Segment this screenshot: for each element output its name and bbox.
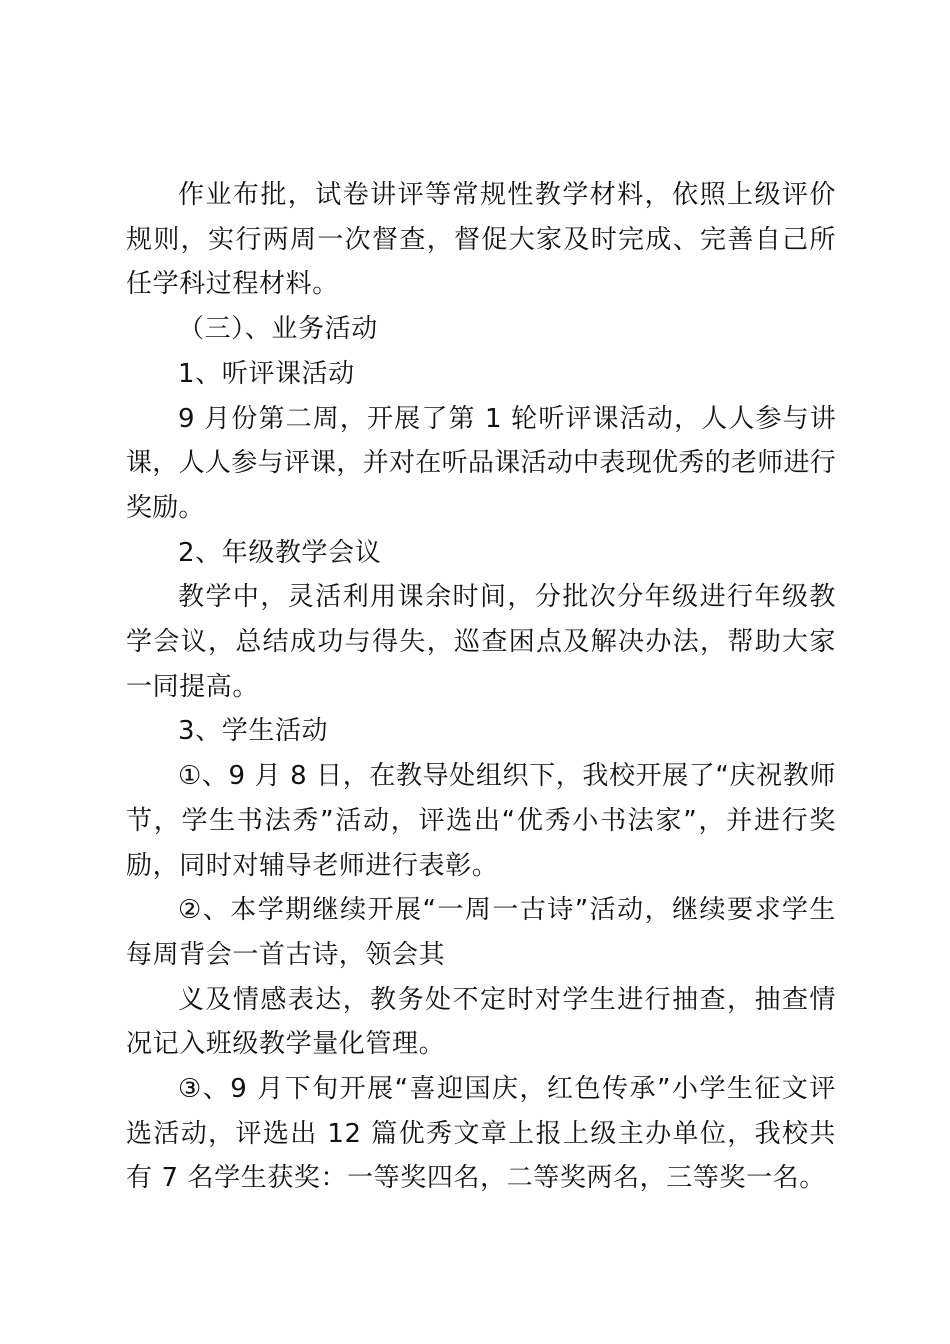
paragraph-homework-materials: 作业布批，试卷讲评等常规性教学材料，依照上级评价规则，实行两周一次督查，督促大家及时完成、完善自己所任学科过程材料。: [126, 180, 836, 300]
subheading-lesson-observation: 1、听评课活动: [178, 358, 355, 389]
paragraph-calligraphy-show: ①、9 月 8 日，在教导处组织下，我校开展了“庆祝教师节，学生书法秀”活动，评选出“优秀小书法家”，并进行奖励，同时对辅导老师进行表彰。: [126, 761, 836, 881]
subheading-student-activities: 3、学生活动: [178, 716, 329, 747]
paragraph-essay-contest: ③、9 月下旬开展“喜迎国庆，红色传承”小学生征文评选活动，评选出 12 篇优秀文章上报上级主办单位，我校共有 7 名学生获奖：一等奖四名，二等奖两名，三等奖一名。: [126, 1074, 836, 1194]
paragraph-poem-check: 义及情感表达，教务处不定时对学生进行抽查，抽查情况记入班级教学量化管理。: [126, 984, 836, 1060]
paragraph-weekly-poem: ②、本学期继续开展“一周一古诗”活动，继续要求学生每周背会一首古诗，领会其: [126, 895, 836, 970]
subheading-grade-meeting: 2、年级教学会议: [178, 537, 382, 568]
paragraph-grade-meeting: 教学中，灵活利用课余时间，分批次分年级进行年级教学会议，总结成功与得失，巡查困点及解决办法，帮助大家一同提高。: [126, 582, 836, 702]
paragraph-lesson-observation: 9 月份第二周，开展了第 1 轮听评课活动，人人参与讲课，人人参与评课，并对在听品课活动中表现优秀的老师进行奖励。: [126, 403, 836, 523]
section-heading-business-activities: （三）、业务活动: [178, 314, 378, 345]
document-body: [126, 173, 836, 1201]
